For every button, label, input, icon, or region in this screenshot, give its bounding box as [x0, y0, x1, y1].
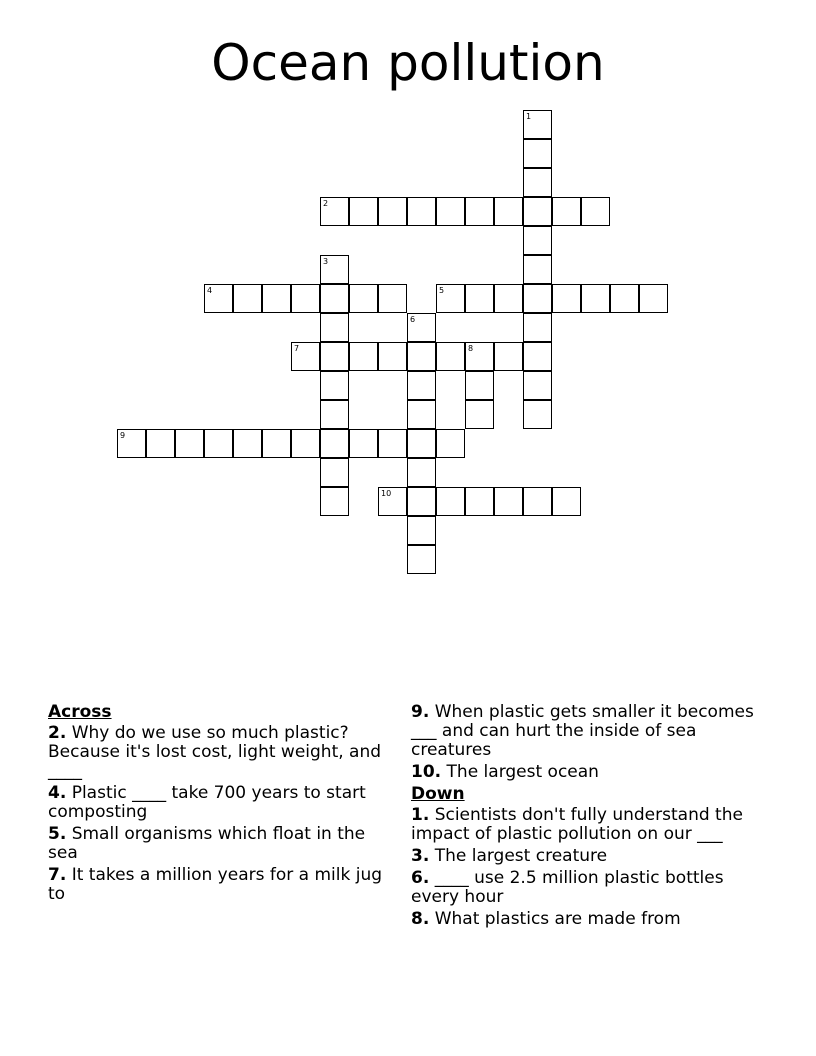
- crossword-cell[interactable]: [523, 284, 552, 313]
- crossword-cell[interactable]: [465, 197, 494, 226]
- across-clue-7: [48, 866, 400, 904]
- crossword-cell[interactable]: [639, 284, 668, 313]
- crossword-cell[interactable]: [581, 284, 610, 313]
- clue-number: 5.: [48, 824, 67, 844]
- crossword-cell[interactable]: [349, 342, 378, 371]
- crossword-cell[interactable]: [552, 284, 581, 313]
- crossword-cell[interactable]: [523, 226, 552, 255]
- clue-number: 8.: [411, 909, 430, 929]
- clue-number: 9.: [411, 702, 430, 722]
- crossword-cell[interactable]: [407, 197, 436, 226]
- crossword-cell[interactable]: [494, 284, 523, 313]
- crossword-cell[interactable]: [320, 429, 349, 458]
- crossword-cell[interactable]: [523, 371, 552, 400]
- clue-text: The largest creature: [429, 846, 608, 866]
- crossword-cell[interactable]: [436, 429, 465, 458]
- crossword-cell[interactable]: [233, 284, 262, 313]
- crossword-cell[interactable]: [320, 458, 349, 487]
- crossword-cell[interactable]: [523, 400, 552, 429]
- down-clue-6: [411, 869, 773, 907]
- cell-number: 6: [410, 315, 416, 324]
- cell-number: 4: [207, 286, 213, 295]
- crossword-cell[interactable]: [436, 197, 465, 226]
- clues-right-column: [411, 703, 773, 932]
- cell-number: 10: [381, 489, 392, 498]
- clue-text: When plastic gets smaller it becomes ___ and can hurt the inside of sea creatures: [411, 702, 754, 760]
- down-clue-3: [411, 847, 773, 866]
- crossword-cell[interactable]: [204, 429, 233, 458]
- across-clue-list: [48, 724, 400, 904]
- crossword-cell[interactable]: [523, 342, 552, 371]
- crossword-cell[interactable]: [233, 429, 262, 458]
- down-clue-1: [411, 806, 773, 844]
- crossword-cell[interactable]: [407, 429, 436, 458]
- cell-number: 9: [120, 431, 126, 440]
- cell-number: 8: [468, 344, 474, 353]
- crossword-cell[interactable]: [581, 197, 610, 226]
- clue-text: The largest ocean: [441, 762, 599, 782]
- crossword-cell[interactable]: [378, 284, 407, 313]
- clue-text: What plastics are made from: [429, 909, 681, 929]
- crossword-cell[interactable]: [262, 284, 291, 313]
- crossword-cell[interactable]: [378, 197, 407, 226]
- crossword-cell[interactable]: [349, 429, 378, 458]
- crossword-cell[interactable]: [465, 487, 494, 516]
- crossword-cell[interactable]: [407, 458, 436, 487]
- cell-number: 2: [323, 199, 329, 208]
- clue-text: Scientists don't fully understand the impact of plastic pollution on our ___: [411, 805, 743, 844]
- crossword-cell[interactable]: [436, 487, 465, 516]
- clue-text: Plastic ____ take 700 years to start composting: [48, 783, 366, 822]
- down-clue-8: [411, 910, 773, 929]
- crossword-cell[interactable]: [407, 342, 436, 371]
- crossword-cell[interactable]: [523, 487, 552, 516]
- crossword-cell[interactable]: [552, 487, 581, 516]
- crossword-cell[interactable]: [523, 139, 552, 168]
- cell-number: 7: [294, 344, 300, 353]
- crossword-cell[interactable]: [523, 197, 552, 226]
- clue-number: 6.: [411, 868, 430, 888]
- crossword-cell[interactable]: [407, 516, 436, 545]
- crossword-cell[interactable]: [320, 284, 349, 313]
- page-title: Ocean pollution: [211, 34, 605, 92]
- clue-text: ____ use 2.5 million plastic bottles every hour: [411, 868, 724, 907]
- across-clue-2: [48, 724, 400, 781]
- across-clue-10: [411, 763, 773, 782]
- across-clue-list-continued: [411, 703, 773, 782]
- cell-number: 5: [439, 286, 445, 295]
- cell-number: 3: [323, 257, 329, 266]
- clue-number: 1.: [411, 805, 430, 825]
- crossword-cell[interactable]: [407, 371, 436, 400]
- crossword-cell[interactable]: [610, 284, 639, 313]
- crossword-cell[interactable]: [523, 255, 552, 284]
- across-heading: Across: [48, 702, 112, 722]
- crossword-cell[interactable]: [262, 429, 291, 458]
- clues-left-column: [48, 703, 400, 907]
- crossword-cell[interactable]: [378, 342, 407, 371]
- crossword-cell[interactable]: [494, 342, 523, 371]
- crossword-cell[interactable]: [407, 487, 436, 516]
- crossword-cell[interactable]: [465, 284, 494, 313]
- crossword-cell[interactable]: [320, 400, 349, 429]
- crossword-cell[interactable]: [407, 400, 436, 429]
- crossword-cell[interactable]: [320, 342, 349, 371]
- clue-text: It takes a million years for a milk jug to: [48, 865, 383, 904]
- across-clue-5: [48, 825, 400, 863]
- crossword-cell[interactable]: [494, 197, 523, 226]
- crossword-cell[interactable]: [146, 429, 175, 458]
- crossword-cell[interactable]: [320, 487, 349, 516]
- crossword-cell[interactable]: [378, 429, 407, 458]
- crossword-cell[interactable]: [349, 284, 378, 313]
- crossword-cell[interactable]: [175, 429, 204, 458]
- clue-number: 10.: [411, 762, 442, 782]
- across-clue-9: [411, 703, 773, 760]
- crossword-cell[interactable]: [349, 197, 378, 226]
- crossword-cell[interactable]: [465, 400, 494, 429]
- crossword-cell[interactable]: [291, 284, 320, 313]
- crossword-cell[interactable]: [320, 371, 349, 400]
- clue-text: Why do we use so much plastic? Because it's lost cost, light weight, and ____: [48, 723, 382, 781]
- clue-number: 7.: [48, 865, 67, 885]
- cell-number: 1: [526, 112, 532, 121]
- clue-number: 4.: [48, 783, 67, 803]
- across-clue-4: [48, 784, 400, 822]
- down-clue-list: [411, 806, 773, 929]
- crossword-cell[interactable]: [291, 429, 320, 458]
- clue-number: 2.: [48, 723, 67, 743]
- crossword-cell[interactable]: [523, 313, 552, 342]
- clue-number: 3.: [411, 846, 430, 866]
- clue-text: Small organisms which float in the sea: [48, 824, 366, 863]
- crossword-cell[interactable]: [494, 487, 523, 516]
- crossword-cell[interactable]: [552, 197, 581, 226]
- crossword-cell[interactable]: [523, 168, 552, 197]
- crossword-cell[interactable]: [436, 342, 465, 371]
- crossword-cell[interactable]: [407, 545, 436, 574]
- crossword-cell[interactable]: [320, 313, 349, 342]
- crossword-cell[interactable]: [465, 371, 494, 400]
- down-heading: Down: [411, 784, 465, 804]
